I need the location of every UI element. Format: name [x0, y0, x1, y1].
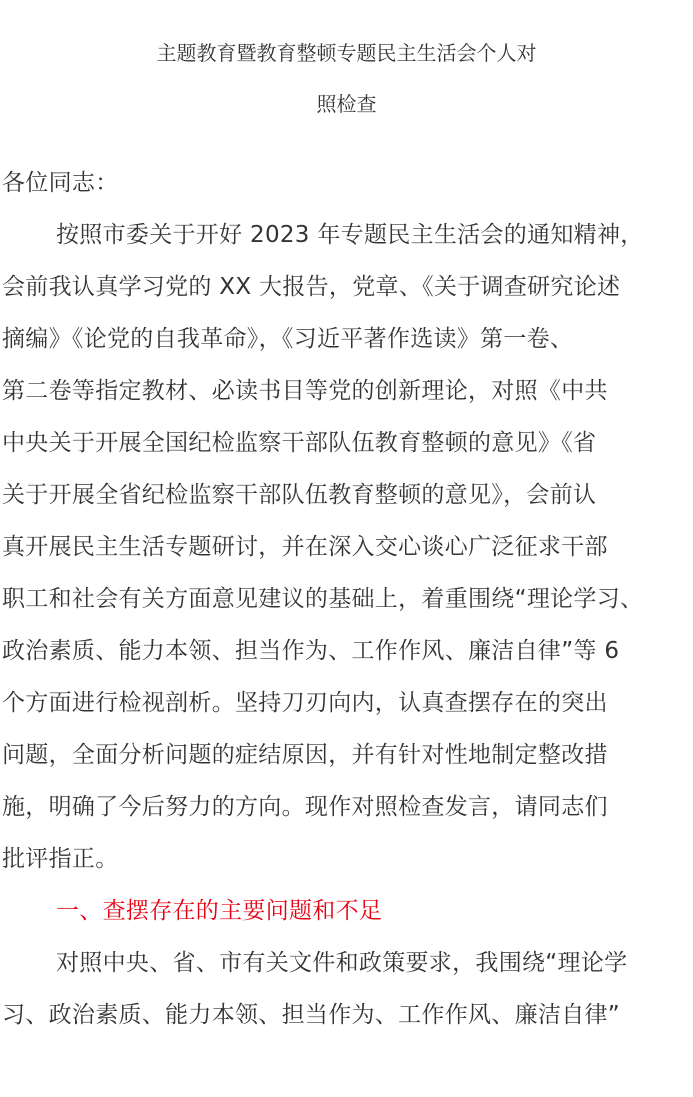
- paragraph-1-line-1: 按照市委关于开好 2023 年专题民主生活会的通知精神，: [56, 222, 644, 248]
- document-title-line-1: 主题教育暨教育整顿专题民主生活会个人对: [156, 41, 537, 65]
- paragraph-1-line-12: 施，明确了今后努力的方向。现作对照检查发言，请同志们: [2, 794, 608, 820]
- section-1-heading: 一、查摆存在的主要问题和不足: [56, 898, 383, 924]
- paragraph-1-line-3: 摘编》《论党的自我革命》，《习近平著作选读》第一卷、: [2, 326, 574, 352]
- salutation: 各位同志：: [2, 170, 119, 196]
- paragraph-1-line-9: 政治素质、能力本领、担当作为、工作作风、廉洁自律”等 6: [2, 638, 620, 664]
- paragraph-1-line-7: 真开展民主生活专题研讨，并在深入交心谈心广泛征求干部: [2, 534, 608, 560]
- paragraph-1-line-2: 会前我认真学习党的 XX 大报告，党章、《关于调查研究论述: [2, 274, 621, 300]
- document-title-line-2: 照检查: [316, 92, 377, 116]
- paragraph-2-line-1: 对照中央、省、市有关文件和政策要求，我围绕“理论学: [56, 950, 628, 976]
- paragraph-1-line-6: 关于开展全省纪检监察干部队伍教育整顿的意见》，会前认: [2, 482, 597, 508]
- paragraph-1-line-8: 职工和社会有关方面意见建议的基础上，着重围绕“理论学习、: [2, 586, 644, 612]
- paragraph-1-line-4: 第二卷等指定教材、必读书目等党的创新理论，对照《中共: [2, 378, 608, 404]
- paragraph-2-line-2: 习、政治素质、能力本领、担当作为、工作作风、廉洁自律”: [2, 1002, 621, 1028]
- paragraph-1-line-13: 批评指正。: [2, 846, 119, 872]
- paragraph-1-line-5: 中央关于开展全国纪检监察干部队伍教育整顿的意见》《省: [2, 430, 597, 456]
- paragraph-1-line-11: 问题，全面分析问题的症结原因，并有针对性地制定整改措: [2, 742, 608, 768]
- paragraph-1-line-10: 个方面进行检视剖析。坚持刀刃向内，认真查摆存在的突出: [2, 690, 608, 716]
